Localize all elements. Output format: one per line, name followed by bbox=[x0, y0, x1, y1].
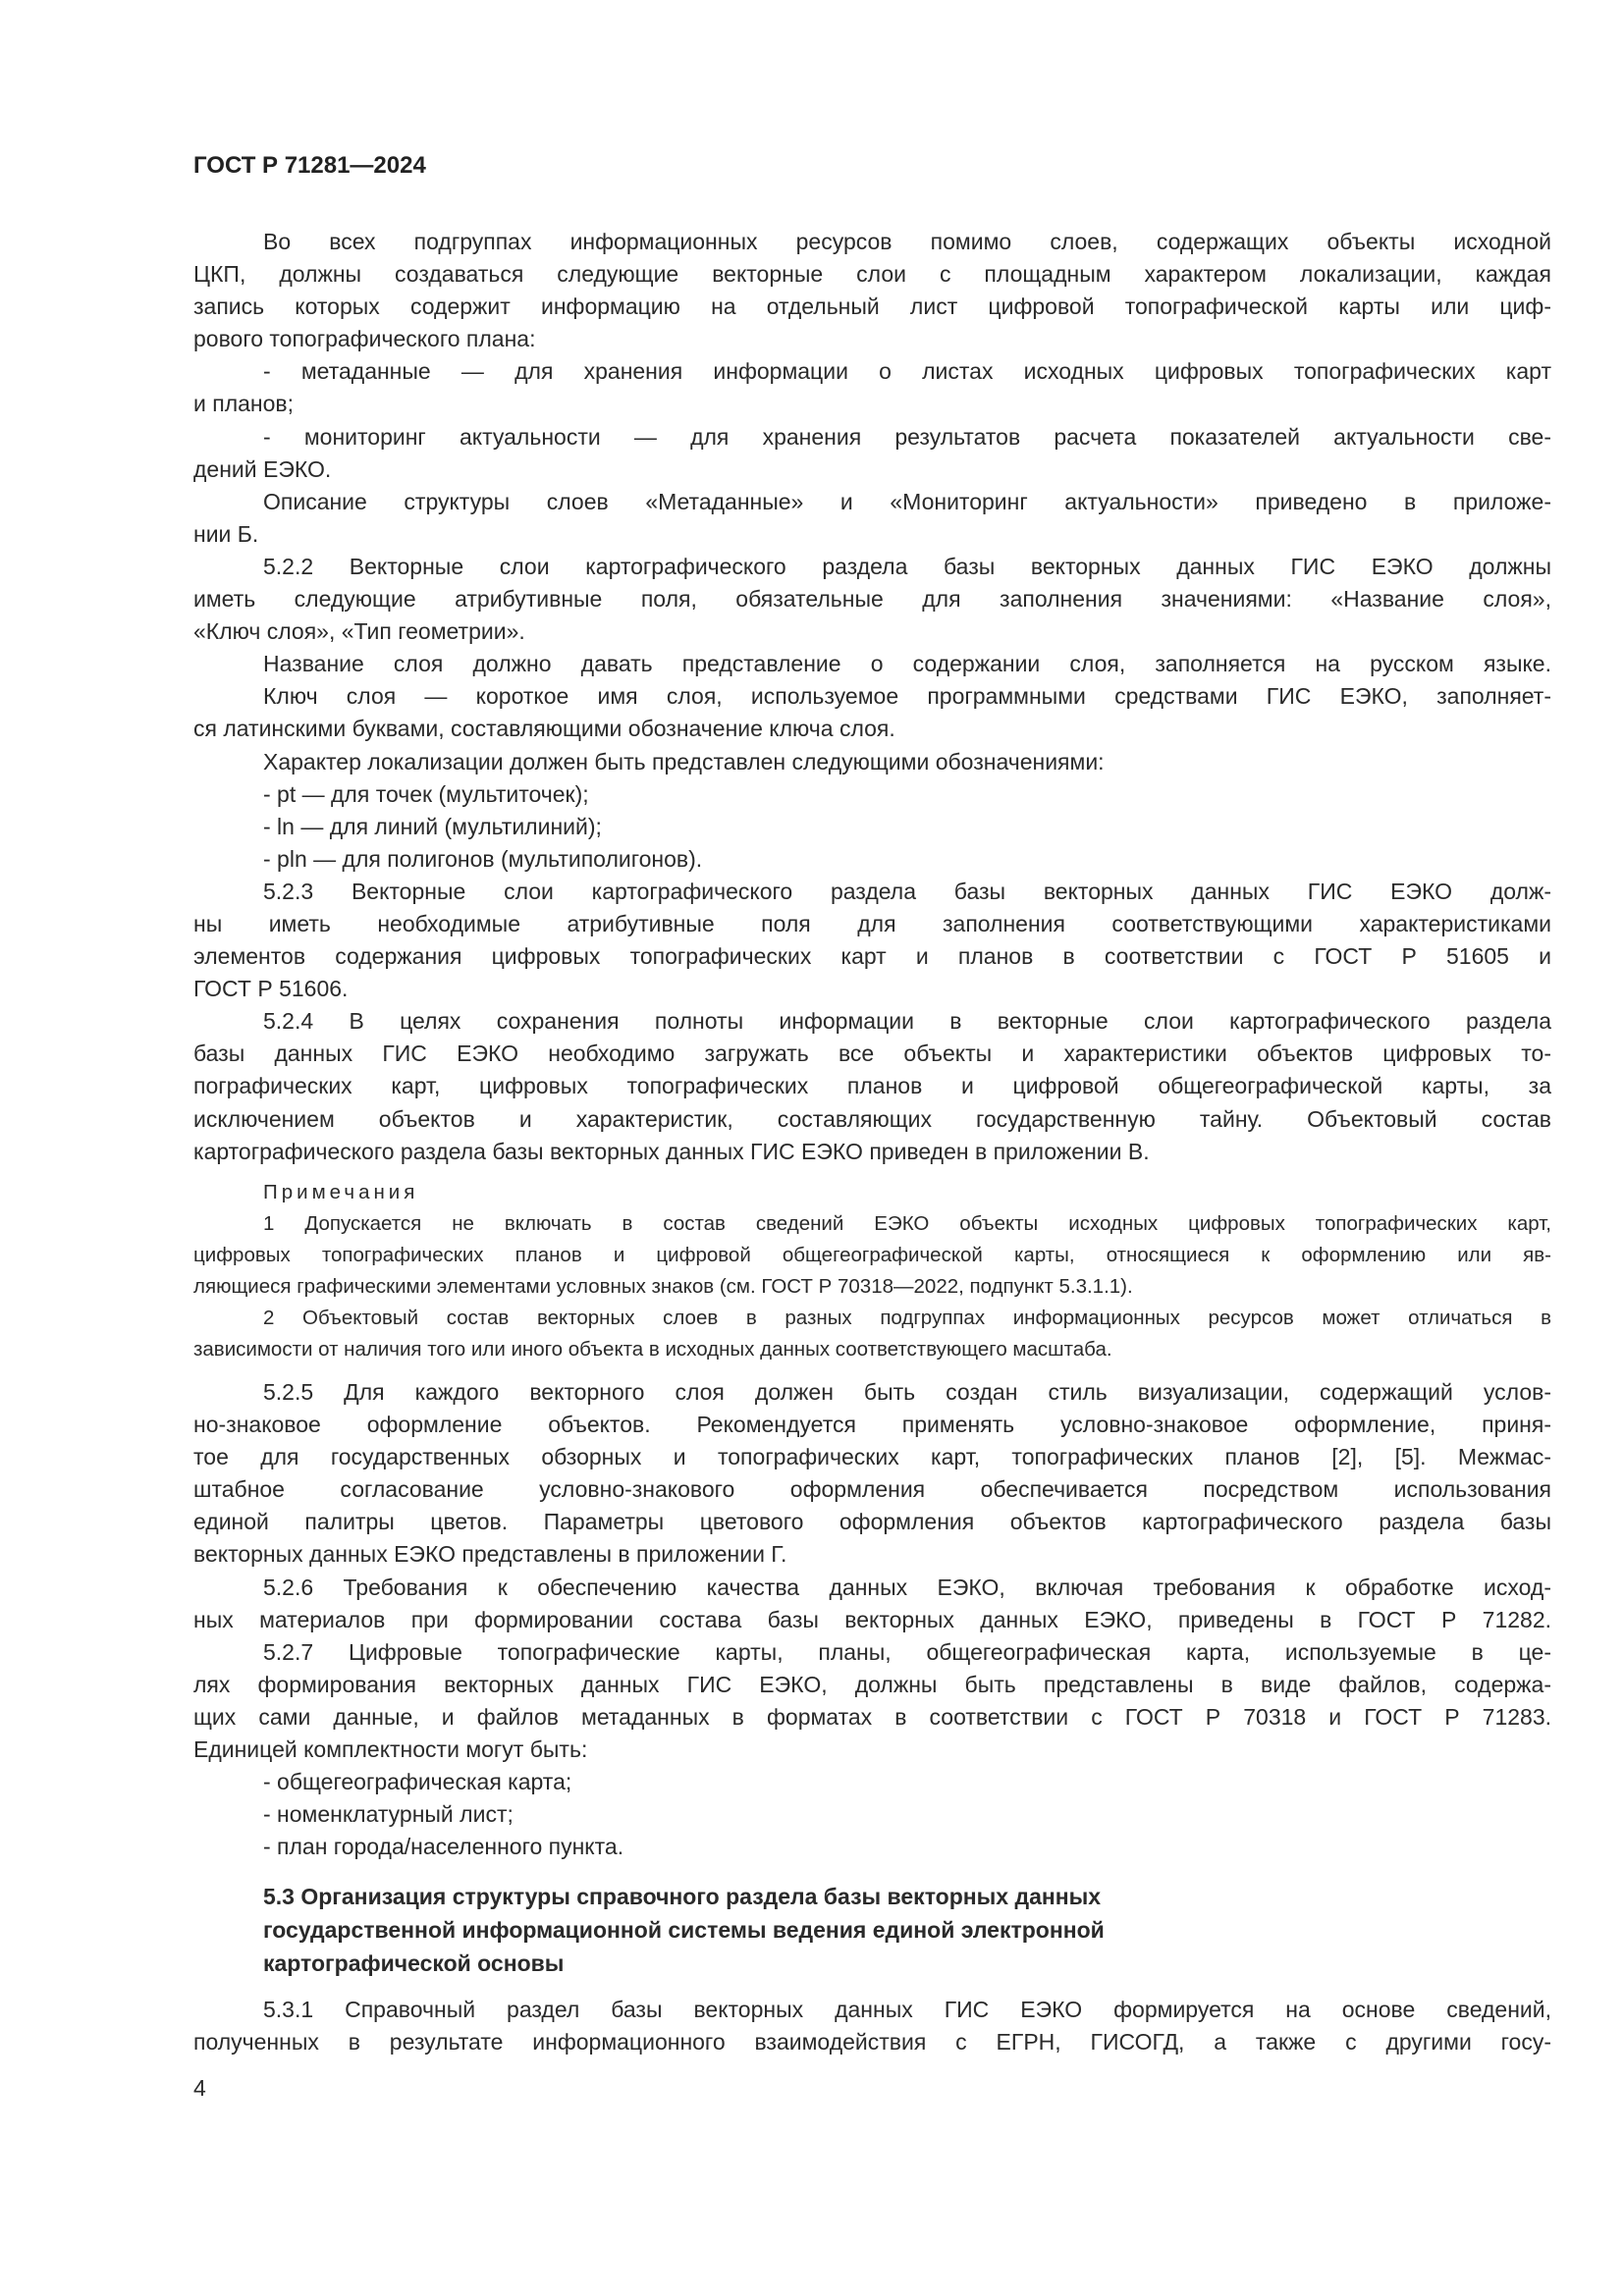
paragraph-line: 5.2.2 Векторные слои картографического раздела базы векторных данных ГИС ЕЭКО должны bbox=[263, 553, 1551, 579]
paragraph-line: Характер локализации должен быть представлен следующими обозначениями: bbox=[263, 748, 1105, 774]
paragraph-line: 5.3.1 Справочный раздел базы векторных данных ГИС ЕЭКО формируется на основе сведений, bbox=[263, 1997, 1551, 2022]
section-heading-5-3 bbox=[193, 1880, 1551, 1980]
paragraph-line: штабное согласование условно-знакового оформления обеспечивается посредством использования bbox=[193, 1476, 1551, 1503]
heading-line: картографической основы bbox=[263, 1950, 565, 1976]
paragraph-line: 5.2.3 Векторные слои картографического раздела базы векторных данных ГИС ЕЭКО долж- bbox=[263, 878, 1551, 904]
paragraph-line: но-знаковое оформление объектов. Рекомендуется применять условно-знаковое оформление, приня- bbox=[193, 1412, 1551, 1438]
body-section-5-3-1 bbox=[193, 1994, 1551, 2058]
paragraph-line: исключением объектов и характеристик, составляющих государственную тайну. Объектовый состав bbox=[193, 1105, 1551, 1132]
paragraph-line: Описание структуры слоев «Метаданные» и «Мониторинг актуальности» приведено в приложе- bbox=[263, 488, 1551, 514]
paragraph-line: зависимости от наличия того или иного объекта в исходных данных соответствующего масштаба. bbox=[193, 1338, 1112, 1361]
body-section-5-2 bbox=[193, 226, 1551, 1168]
paragraph-line: ГОСТ Р 51606. bbox=[193, 976, 349, 1002]
notes-title: Примечания bbox=[263, 1181, 419, 1203]
paragraph-line: - номенклатурный лист; bbox=[263, 1801, 514, 1828]
paragraph-line: Единицей комплектности могут быть: bbox=[193, 1736, 588, 1763]
paragraph-line: - pln — для полигонов (мультиполигонов). bbox=[263, 845, 703, 872]
paragraph-line: - ln — для линий (мультилиний); bbox=[263, 813, 602, 839]
paragraph-line: ся латинскими буквами, составляющими обозначение ключа слоя. bbox=[193, 716, 895, 742]
paragraph-line: - pt — для точек (мультиточек); bbox=[263, 780, 589, 807]
paragraph-line: дений ЕЭКО. bbox=[193, 455, 332, 482]
paragraph-line: единой палитры цветов. Параметры цветового оформления объектов картографического раздела базы bbox=[193, 1509, 1551, 1535]
paragraph-line: - метаданные — для хранения информации о листах исходных цифровых топографических карт bbox=[263, 358, 1551, 385]
paragraph-line: 1 Допускается не включать в состав сведений ЕЭКО объекты исходных цифровых топографических карт, bbox=[263, 1212, 1551, 1235]
paragraph-line: 5.2.6 Требования к обеспечению качества данных ЕЭКО, включая требования к обработке исход- bbox=[263, 1574, 1551, 1600]
paragraph-line: запись которых содержит информацию на отдельный лист цифровой топографической карты или циф- bbox=[193, 294, 1551, 320]
paragraph-line: 5.2.5 Для каждого векторного слоя должен быть создан стиль визуализации, содержащий услов- bbox=[263, 1379, 1551, 1405]
paragraph-line: элементов содержания цифровых топографических карт и планов в соответствии с ГОСТ Р 51605 и bbox=[193, 943, 1551, 970]
paragraph-line: «Ключ слоя», «Тип геометрии». bbox=[193, 618, 525, 645]
paragraph-line: Название слоя должно давать представление о содержании слоя, заполняется на русском языке. bbox=[263, 651, 1551, 677]
paragraph-line: ных материалов при формировании состава базы векторных данных ЕЭКО, приведены в ГОСТ Р 71282. bbox=[193, 1606, 1551, 1632]
paragraph-line: и планов; bbox=[193, 391, 295, 417]
paragraph-line: лях формирования векторных данных ГИС ЕЭКО, должны быть представлены в виде файлов, содержа- bbox=[193, 1671, 1551, 1697]
heading-line: государственной информационной системы ведения единой электронной bbox=[263, 1917, 1105, 1943]
notes-section bbox=[193, 1177, 1551, 1365]
paragraph-line: 5.2.7 Цифровые топографические карты, планы, общегеографическая карта, используемые в це- bbox=[263, 1638, 1551, 1665]
paragraph-line: щих сами данные, и файлов метаданных в форматах в соответствии с ГОСТ Р 70318 и ГОСТ Р 71283. bbox=[193, 1703, 1551, 1730]
paragraph-line: ЦКП, должны создаваться следующие векторные слои с площадным характером локализации, каждая bbox=[193, 261, 1551, 288]
paragraph-line: - мониторинг актуальности — для хранения результатов расчета показателей актуальности све- bbox=[263, 423, 1551, 450]
paragraph-line: полученных в результате информационного взаимодействия с ЕГРН, ГИСОГД, а также с другими госу- bbox=[193, 2029, 1551, 2056]
paragraph-line: Во всех подгруппах информационных ресурсов помимо слоев, содержащих объекты исходной bbox=[263, 229, 1551, 254]
paragraph-line: 2 Объектовый состав векторных слоев в разных подгруппах информационных ресурсов может отличаться в bbox=[263, 1307, 1551, 1329]
paragraph-line: векторных данных ЕЭКО представлены в приложении Г. bbox=[193, 1541, 787, 1568]
paragraph-line: иметь следующие атрибутивные поля, обязательные для заполнения значениями: «Название слоя», bbox=[193, 586, 1551, 613]
paragraph-line: ны иметь необходимые атрибутивные поля для заполнения соответствующими характеристиками bbox=[193, 910, 1551, 936]
paragraph-line: Ключ слоя — короткое имя слоя, используемое программными средствами ГИС ЕЭКО, заполняет- bbox=[263, 683, 1551, 710]
paragraph-line: тое для государственных обзорных и топографических карт, топографических планов [2], [5]. Межмас- bbox=[193, 1444, 1551, 1470]
paragraph-line: базы данных ГИС ЕЭКО необходимо загружать все объекты и характеристики объектов цифровых то- bbox=[193, 1041, 1551, 1067]
paragraph-line: ляющиеся графическими элементами условных знаков (см. ГОСТ Р 70318—2022, подпункт 5.3.1.1). bbox=[193, 1275, 1133, 1298]
paragraph-line: пографических карт, цифровых топографических планов и цифровой общегеографической карты, за bbox=[193, 1073, 1551, 1099]
paragraph-line: 5.2.4 В целях сохранения полноты информации в векторные слои картографического раздела bbox=[263, 1008, 1551, 1035]
paragraph-line: картографического раздела базы векторных данных ГИС ЕЭКО приведен в приложении В. bbox=[193, 1138, 1150, 1164]
paragraph-line: цифровых топографических планов и цифровой общегеографической карты, относящиеся к оформлению или яв- bbox=[193, 1244, 1551, 1266]
heading-line: 5.3 Организация структуры справочного раздела базы векторных данных bbox=[263, 1884, 1102, 1909]
paragraph-line: - план города/населенного пункта. bbox=[263, 1834, 624, 1860]
page-number: 4 bbox=[193, 2075, 206, 2101]
paragraph-line: нии Б. bbox=[193, 520, 259, 547]
document-number-header: ГОСТ Р 71281—2024 bbox=[193, 152, 426, 179]
body-section-5-2-5 bbox=[193, 1376, 1551, 1863]
paragraph-line: рового топографического плана: bbox=[193, 326, 536, 352]
paragraph-line: - общегеографическая карта; bbox=[263, 1769, 572, 1795]
